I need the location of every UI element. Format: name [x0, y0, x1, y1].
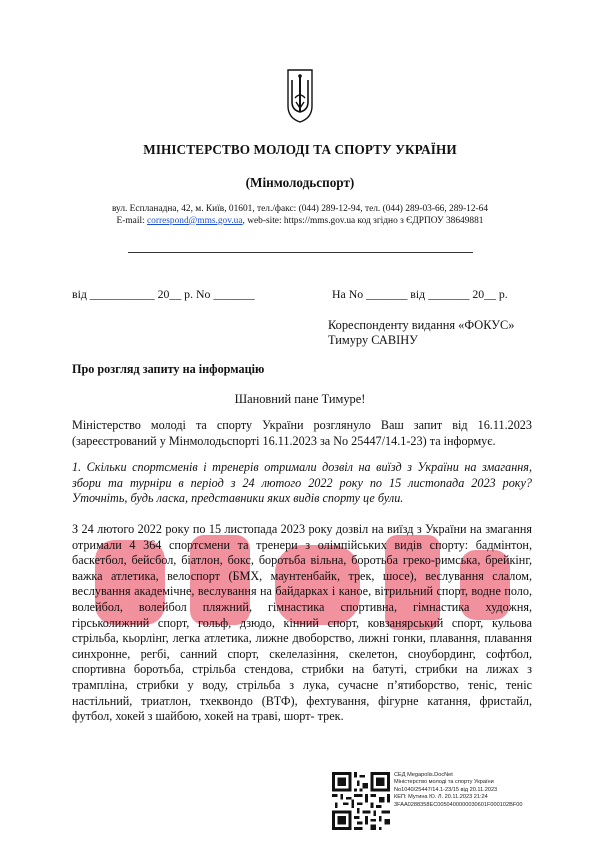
tryzub-coat-of-arms-icon [285, 68, 315, 124]
letter-subject: Про розгляд запиту на інформацію [72, 362, 265, 376]
website-and-code: , web-site: https://mms.gov.ua код згідно з ЄДРПОУ 38649881 [242, 215, 484, 226]
signature-signer: КЕП: Мутина Ю. Л. 20.11.2023 21:24 [394, 794, 488, 801]
intro-paragraph: Міністерство молоді та спорту України розглянуло Ваш запит від 16.11.2023 (зареєстрований у Мінмолодьспорті 16.11.2023 за No 25447/14.1-23) та інформує. [72, 418, 532, 448]
qr-code-icon [332, 772, 390, 830]
address-line: вул. Еспланадна, 42, м. Київ, 01601, тел./факс: (044) 289-12-94, тел. (044) 289-03-66, 289-12-64 [111, 204, 489, 214]
ministry-address [60, 204, 540, 227]
incoming-reference: На No _______ від _______ 20__ р. [332, 287, 508, 301]
header-divider [128, 252, 473, 253]
recipient-block [328, 318, 514, 348]
recipient-line-2: Тимуру САВІНУ [328, 333, 418, 347]
signature-system: СЕД Megapolis.DocNet [394, 772, 453, 778]
outgoing-reference: від ___________ 20__ р. No _______ [72, 287, 255, 301]
ministry-abbreviation: (Мінмолодьспорт) [245, 175, 355, 190]
answer-paragraph: З 24 лютого 2022 року по 15 листопада 2023 року дозвіл на виїзд з України на змагання отримали 4 364 спортсмени та тренери з олімпійських видів спорту: бадмінтон, баскетбол, бейсбол, біатлон, бокс, боротьба вільна, боротьба греко-римська, брейкінг, важка атлетика, велоспорт (БМХ, маунтенбайк, трек, шосе), веслування слалом, веслування академічне, веслування на байдарках і каное, вітрильний спорт, водне поло, волейбол, волейбол пляжний, гімнастика спортивна, гімнастика художня, гірськолижний спорт, гольф, дзюдо, кінний спорт, ковзанярський спорт, кульова стрільба, кьорлінг, легка атлетика, лижне двоборство, лижні гонки, плавання, плавання синхронне, регбі, санний спорт, скелелазіння, скелетон, сноубординг, софтбол, спортивна боротьба, стрільба стендова, стрибки на батуті, стрибки на лижах з трампліна, стрибки у воду, стрільба з лука, сучасне п’ятиборство, теніс, теніс настільний, триатлон, тхеквондо (ВТФ), фехтування, фігурне катання, фристайл, футбол, хокей з шайбою, хокей на траві, шорт- трек. [72, 522, 532, 724]
email-label: E-mail: [116, 215, 147, 226]
greeting: Шановний пане Тимуре! [234, 392, 366, 406]
question-paragraph: 1. Скільки спортсменів і тренерів отримали дозвіл на виїзд з України на змагання, збори та турніри в період з 24 лютого 2022 року по 15 листопада 2023 року? Уточніть, будь ласка, представники яких видів спорту це були. [72, 460, 532, 506]
electronic-signature-block [394, 772, 544, 809]
ministry-name: МІНІСТЕРСТВО МОЛОДІ ТА СПОРТУ УКРАЇНИ [143, 142, 457, 157]
email-link[interactable]: correspond@mms.gov.ua [147, 215, 243, 226]
contact-line [60, 216, 540, 228]
signature-registration: No1040/25447/14.1-23/15 від 20.11.2023 [394, 786, 498, 793]
signature-serial: 3FAA0288358EC0050400000030601F000102BF00 [394, 801, 523, 808]
signature-org: Міністерство молоді та спорту України [394, 779, 494, 786]
recipient-line-1: Кореспонденту видання «ФОКУС» [328, 318, 515, 332]
